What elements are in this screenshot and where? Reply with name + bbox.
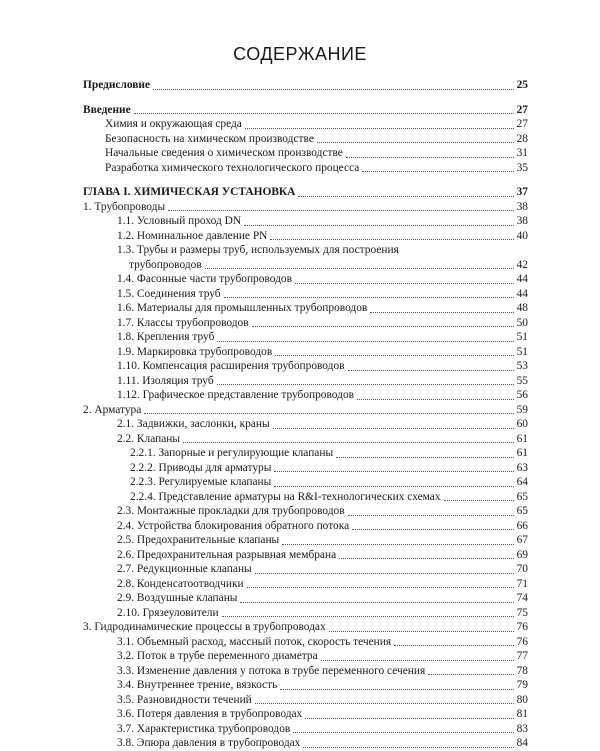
toc-entry-title: 2.4. Устройства блокирования обратного потока [117, 519, 350, 532]
toc-page-number: 78 [516, 664, 528, 677]
toc-page-number: 31 [516, 147, 528, 159]
toc-entry[interactable] [83, 548, 528, 563]
dot-leader [168, 210, 514, 211]
dot-leader [362, 171, 513, 172]
toc-entry-title: 3.7. Характеристика трубопроводов [117, 722, 291, 735]
dot-leader [317, 142, 514, 143]
toc-page-number: 56 [516, 389, 528, 401]
toc-page-number: 50 [516, 316, 528, 329]
dot-leader [217, 341, 513, 342]
toc-entry-title: Химия и окружающая среда [105, 118, 242, 130]
toc-entry[interactable] [83, 577, 528, 592]
dot-leader [329, 631, 514, 632]
toc-entry-title: 2.1. Задвижки, заслонки, краны [117, 418, 270, 430]
toc-entry[interactable] [83, 461, 528, 476]
dot-leader [144, 413, 513, 414]
toc-entry-title: 1.8. Крепления труб [117, 331, 215, 343]
toc-entry[interactable] [83, 490, 528, 505]
toc-entry[interactable] [83, 620, 528, 635]
dot-leader [205, 268, 514, 269]
page-title: СОДЕРЖАНИЕ [233, 44, 367, 64]
dot-leader [255, 573, 514, 574]
toc-entry[interactable] [83, 432, 528, 447]
toc-page-number: 35 [516, 161, 528, 174]
toc-entry[interactable] [83, 722, 528, 737]
toc-page-number: 71 [516, 577, 528, 590]
toc-entry-title: 3.8. Эпюра давления в трубопроводах [117, 737, 301, 749]
toc-page-number: 27 [516, 118, 528, 130]
toc-page-number: 77 [516, 650, 528, 662]
toc-entry-title: 1.7. Классы трубопроводов [117, 316, 249, 329]
toc-entry[interactable] [83, 117, 528, 132]
dot-leader [274, 471, 513, 472]
toc-page-number: 84 [516, 737, 528, 749]
dot-leader [222, 616, 514, 617]
toc-entry[interactable] [83, 345, 528, 360]
toc-page-number: 70 [516, 563, 528, 575]
toc-entry[interactable] [83, 606, 528, 621]
toc-entry[interactable] [83, 214, 528, 229]
toc-entry-title: 2. Арматура [83, 403, 142, 416]
dot-leader [153, 89, 514, 90]
toc-entry[interactable] [83, 417, 528, 432]
toc-page-number: 27 [516, 103, 528, 116]
toc-entry-title: 2.6. Предохранительная разрывная мембрана [117, 548, 337, 561]
toc-entry-title: 3.4. Внутреннее трение, вязкость [117, 679, 278, 691]
toc-entry[interactable] [83, 693, 528, 708]
toc-entry-title: 2.10. Грязеуловители [117, 606, 219, 619]
dot-leader [428, 674, 513, 675]
toc-page-number: 75 [516, 606, 528, 619]
toc-page-number: 65 [516, 490, 528, 503]
toc-entry-title-cont: трубопроводов [129, 258, 202, 271]
dot-leader [336, 457, 513, 458]
dot-leader [298, 196, 513, 197]
toc-page-number: 65 [516, 505, 528, 517]
toc-entry-title: 1.9. Маркировка трубопроводов [117, 345, 273, 358]
dot-leader [394, 645, 514, 646]
dot-leader [245, 128, 514, 129]
toc-page-number: 83 [516, 722, 528, 735]
toc-entry-title: Введение [83, 103, 131, 116]
dot-leader [295, 283, 514, 284]
dot-leader [293, 732, 513, 733]
toc-entry[interactable] [83, 78, 528, 93]
dot-leader [217, 384, 514, 385]
toc-entry-title: 2.2.3. Регулируемые клапаны [130, 476, 272, 488]
toc-entry[interactable] [83, 258, 528, 273]
toc-entry-title: 2.2.2. Приводы для арматуры [130, 461, 272, 474]
toc-entry-title: Начальные сведения о химическом производстве [105, 147, 343, 159]
toc-page-number: 38 [516, 215, 528, 227]
toc-entry[interactable] [83, 146, 528, 161]
toc-entry[interactable] [83, 533, 528, 548]
toc-entry-title: 1.2. Номинальное давление PN [117, 229, 268, 242]
toc-entry[interactable] [83, 301, 528, 316]
toc-entry-title: 2.2.4. Представление арматуры на R&I-технологических схемах [130, 490, 441, 503]
toc-page-number: 51 [516, 331, 528, 343]
toc-entry-line [83, 243, 528, 258]
toc-entry-title: 1.5. Соединения труб [117, 287, 221, 300]
dot-leader [346, 157, 514, 158]
dot-leader [348, 515, 514, 516]
dot-leader [305, 718, 513, 719]
toc-entry[interactable] [83, 475, 528, 490]
toc-entry-title: ГЛАВА I. ХИМИЧЕСКАЯ УСТАНОВКА [83, 186, 296, 198]
toc-entry-title: 1.12. Графическое представление трубопроводов [117, 389, 355, 401]
toc-page-number: 76 [516, 621, 528, 633]
toc-entry[interactable] [83, 736, 528, 751]
toc-entry[interactable] [83, 161, 528, 176]
dot-leader [321, 660, 514, 661]
dot-leader [357, 399, 514, 400]
toc-page-number: 44 [516, 287, 528, 300]
toc-page-number: 76 [516, 635, 528, 648]
toc-entry[interactable] [83, 388, 528, 403]
toc-page-number: 69 [516, 548, 528, 561]
toc-page-number: 74 [516, 592, 528, 604]
toc-page-number: 60 [516, 418, 528, 430]
section-gap [83, 175, 528, 185]
toc-entry-title: 2.3. Монтажные прокладки для трубопроводов [117, 505, 345, 517]
toc-entry[interactable] [83, 707, 528, 722]
toc-entry[interactable] [83, 132, 528, 147]
toc-page-number: 48 [516, 302, 528, 314]
toc-page-number: 55 [516, 374, 528, 387]
toc-entry-title: 2.9. Воздушные клапаны [117, 592, 238, 604]
toc-entry[interactable] [83, 678, 528, 693]
toc-entry-title: 1.3. Трубы и размеры труб, используемых для построения [117, 244, 399, 256]
toc-page-number: 53 [516, 360, 528, 372]
toc-page-number: 81 [516, 708, 528, 720]
toc-entry-title: 1. Трубопроводы [83, 200, 166, 213]
toc-entry-title: 2.2.1. Запорные и регулирующие клапаны [130, 447, 334, 459]
dot-leader [240, 602, 513, 603]
toc-entry[interactable] [83, 591, 528, 606]
toc-page-number: 38 [516, 200, 528, 213]
toc-entry[interactable] [83, 359, 528, 374]
dot-leader [303, 747, 513, 748]
dot-leader [274, 486, 513, 487]
toc-page-number: 61 [516, 447, 528, 459]
toc-entry-title: 3.2. Поток в трубе переменного диаметра [117, 650, 318, 662]
toc-entry-title: 2.2. Клапаны [117, 432, 181, 445]
toc-entry[interactable] [83, 316, 528, 331]
dot-leader [255, 703, 514, 704]
toc-entry[interactable] [83, 287, 528, 302]
toc-entry-title: Разработка химического технологического процесса [105, 161, 360, 174]
dot-leader [352, 529, 513, 530]
toc-entry-title: 3. Гидродинамические процессы в трубопроводах [83, 621, 326, 633]
dot-leader [247, 587, 514, 588]
dot-leader [134, 113, 514, 114]
dot-leader [183, 442, 514, 443]
toc-entry-title: 1.4. Фасонные части трубопроводов [117, 273, 292, 285]
section-gap [83, 93, 528, 103]
dot-leader [273, 428, 514, 429]
toc-entry[interactable] [83, 330, 528, 345]
toc-entry-title: 2.5. Предохранительные клапаны [117, 534, 280, 546]
dot-leader [252, 326, 514, 327]
toc-page-number: 61 [516, 432, 528, 445]
dot-leader [444, 500, 514, 501]
toc-entry[interactable] [83, 635, 528, 650]
toc-page-number: 51 [516, 345, 528, 358]
toc-page-number: 44 [516, 273, 528, 285]
toc-entry[interactable] [83, 519, 528, 534]
toc-entry[interactable] [83, 403, 528, 418]
dot-leader [275, 355, 513, 356]
toc-page-number: 59 [516, 403, 528, 416]
toc-page-number: 80 [516, 693, 528, 706]
toc-entry-title: 3.6. Потеря давления в трубопроводах [117, 708, 303, 720]
toc-entry-title: 1.1. Условный проход DN [117, 215, 242, 227]
toc-page-number: 42 [516, 258, 528, 271]
toc-entry-title: 1.10. Компенсация расширения трубопроводов [117, 360, 345, 372]
toc-page-number: 40 [516, 229, 528, 242]
toc-entry-title: Безопасность на химическом производстве [105, 132, 314, 145]
toc-entry-title: 1.11. Изоляция труб [117, 374, 214, 387]
toc-entry[interactable] [83, 504, 528, 519]
toc-page-number: 63 [516, 461, 528, 474]
toc-entry[interactable] [83, 272, 528, 287]
toc-entry-title: 3.1. Объемный расход, массный поток, скорость течения [117, 635, 392, 648]
toc-entry[interactable] [83, 562, 528, 577]
dot-leader [280, 689, 513, 690]
toc-page-number: 64 [516, 476, 528, 488]
toc-entry[interactable] [83, 649, 528, 664]
dot-leader [339, 558, 513, 559]
toc-entry-title: 2.7. Редукционные клапаны [117, 563, 252, 575]
toc-page-number: 37 [516, 186, 528, 198]
toc-page-number: 28 [516, 132, 528, 145]
dot-leader [282, 544, 513, 545]
dot-leader [348, 370, 514, 371]
table-of-contents [83, 78, 528, 751]
toc-entry[interactable] [83, 664, 528, 679]
toc-entry-title: 1.6. Материалы для промышленных трубопроводов [117, 302, 368, 314]
dot-leader [370, 312, 513, 313]
toc-entry-title: 2.8. Конденсатоотводчики [117, 577, 244, 590]
toc-entry[interactable] [83, 229, 528, 244]
dot-leader [224, 297, 514, 298]
toc-entry[interactable] [83, 446, 528, 461]
dot-leader [244, 225, 514, 226]
dot-leader [270, 239, 513, 240]
toc-entry[interactable] [83, 103, 528, 118]
toc-entry-title: Предисловие [83, 79, 151, 91]
toc-entry-title: 3.5. Разновидности течений [117, 693, 252, 706]
toc-page-number: 67 [516, 534, 528, 546]
toc-page-number: 66 [516, 519, 528, 532]
toc-page-number: 25 [516, 79, 528, 91]
toc-entry[interactable] [83, 200, 528, 215]
toc-entry-title: 3.3. Изменение давления у потока в трубе переменного сечения [117, 664, 426, 677]
toc-entry[interactable] [83, 374, 528, 389]
toc-page-number: 79 [516, 679, 528, 691]
toc-entry[interactable] [83, 185, 528, 200]
